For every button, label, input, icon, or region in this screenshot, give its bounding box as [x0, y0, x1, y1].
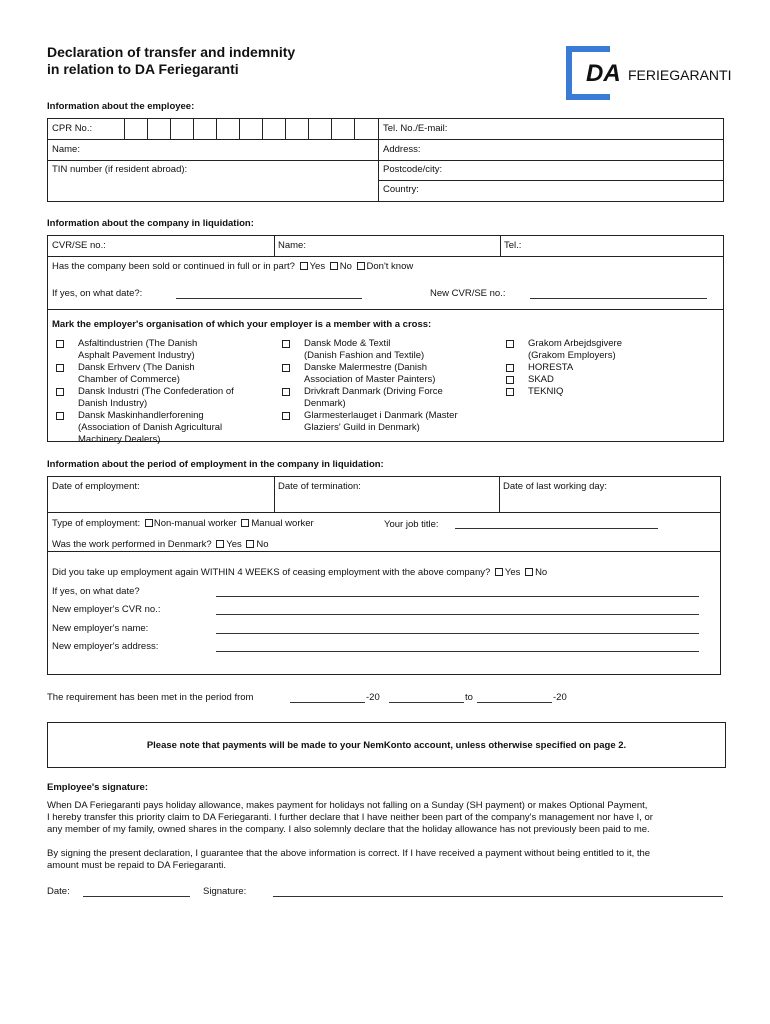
period-type-table — [47, 512, 721, 552]
org-horesta: HORESTA — [528, 362, 708, 374]
non-manual-checkbox[interactable] — [145, 519, 153, 527]
title-line-1: Declaration of transfer and indemnity — [47, 44, 296, 60]
requirement-suffix-1: -20 — [366, 692, 380, 703]
type-label: Type of employment: — [52, 518, 141, 529]
country-label: Country: — [383, 184, 419, 195]
org-skad-checkbox[interactable] — [506, 376, 514, 384]
requirement-from-field[interactable] — [290, 702, 365, 703]
job-title-label: Your job title: — [384, 519, 439, 530]
within-row — [52, 567, 547, 578]
employee-table — [47, 118, 724, 202]
title-line-2: in relation to DA Feriegaranti — [47, 61, 239, 77]
postcode-label: Postcode/city: — [383, 164, 443, 175]
requirement-suffix-2: -20 — [553, 692, 567, 703]
da-feriegaranti-logo — [564, 44, 732, 102]
org-dansk-maskinhandler: Dansk Maskinhandlerforening (Association of Danish Agricultural Machinery Dealers) — [78, 410, 268, 446]
new-employer-name-field[interactable] — [216, 633, 699, 634]
signature-heading: Employee's signature: — [47, 782, 148, 793]
job-title-field[interactable] — [455, 528, 658, 529]
nemkonto-note-text: Please note that payments will be made to your NemKonto account, unless otherwise specified on page 2. — [146, 739, 627, 751]
denmark-no-label: No — [256, 539, 269, 550]
company-table — [47, 235, 724, 445]
new-employer-address-label: New employer's address: — [52, 641, 159, 652]
org-asfalt: Asfaltindustrien (The Danish Asphalt Pavement Industry) — [78, 338, 268, 362]
date-termination-label: Date of termination: — [278, 481, 361, 492]
org-dansk-mode: Dansk Mode & Textil (Danish Fashion and Textile) — [304, 338, 504, 362]
new-employer-address-field[interactable] — [216, 651, 699, 652]
org-grakom-checkbox[interactable] — [506, 340, 514, 348]
sold-yes-label: Yes — [309, 261, 326, 272]
last-working-day-label: Date of last working day: — [503, 481, 608, 492]
manual-checkbox[interactable] — [241, 519, 249, 527]
organisation-heading: Mark the employer's organisation of which your employer is a member with a cross: — [52, 319, 432, 330]
within-no-checkbox[interactable] — [525, 568, 533, 576]
within-no-label: No — [535, 567, 548, 578]
tel-label: Tel. No./E-mail: — [383, 123, 448, 134]
denmark-no-checkbox[interactable] — [246, 540, 254, 548]
manual-label: Manual worker — [251, 518, 314, 529]
requirement-to: to — [465, 692, 473, 703]
declaration-paragraph-2: By signing the present declaration, I guarantee that the above information is correct. If I have received a payment without being entitled to it, the amount must be repaid to DA Feriegaranti. — [47, 848, 651, 871]
requirement-to-day-field[interactable] — [389, 702, 464, 703]
sold-no-checkbox[interactable] — [330, 262, 338, 270]
company-heading: Information about the company in liquidation: — [47, 218, 254, 229]
sold-date-field[interactable] — [176, 298, 362, 299]
new-employer-name-label: New employer's name: — [52, 623, 149, 634]
org-drivkraft-checkbox[interactable] — [282, 388, 290, 396]
org-tekniq: TEKNIQ — [528, 386, 708, 398]
date-field[interactable] — [83, 896, 190, 897]
date-employment-label: Date of employment: — [52, 481, 140, 492]
if-yes-date-label: If yes, on what date? — [52, 586, 140, 597]
new-employer-cvr-label: New employer's CVR no.: — [52, 604, 161, 615]
company-tel-label: Tel.: — [504, 240, 522, 251]
denmark-yes-label: Yes — [226, 539, 242, 550]
org-skad: SKAD — [528, 374, 708, 386]
period-dates-table — [47, 476, 721, 513]
sold-dontknow-checkbox[interactable] — [357, 262, 365, 270]
cvr-label: CVR/SE no.: — [52, 240, 106, 251]
within-yes-checkbox[interactable] — [495, 568, 503, 576]
signature-label: Signature: — [203, 886, 247, 897]
logo-da: DA — [586, 60, 621, 87]
date-label: Date: — [47, 886, 70, 897]
document-title — [47, 44, 295, 78]
new-employer-cvr-field[interactable] — [216, 614, 699, 615]
cpr-input[interactable] — [125, 120, 378, 138]
company-name-label: Name: — [278, 240, 306, 251]
sold-date-label: If yes, on what date?: — [52, 288, 143, 299]
new-employment-table — [47, 551, 721, 675]
org-dansk-industri-checkbox[interactable] — [56, 388, 64, 396]
org-danske-malermestre-checkbox[interactable] — [282, 364, 290, 372]
org-drivkraft: Drivkraft Danmark (Driving Force Denmark) — [304, 386, 504, 410]
sold-question-row — [52, 261, 413, 272]
org-asfalt-checkbox[interactable] — [56, 340, 64, 348]
declaration-paragraph-1: When DA Feriegaranti pays holiday allowance, makes payment for holidays not falling on a Sunday (SH payment) or makes Optional Payment, I hereby transfer this priority claim to DA Feriegaranti. I further declare that I have neither been part of the company's management nor have I, or any member of my family, owned shares in the company. I also solemnly declare that the holiday allowance has not previously been paid to me. — [47, 800, 653, 835]
org-tekniq-checkbox[interactable] — [506, 388, 514, 396]
org-danske-malermestre: Danske Malermestre (Danish Association of Master Painters) — [304, 362, 504, 386]
denmark-yes-checkbox[interactable] — [216, 540, 224, 548]
employment-type-row — [52, 518, 314, 529]
org-glarmesterlauget-checkbox[interactable] — [282, 412, 290, 420]
new-cvr-field[interactable] — [530, 298, 707, 299]
tin-label: TIN number (if resident abroad): — [52, 164, 188, 175]
if-yes-date-field[interactable] — [216, 596, 699, 597]
sold-yes-checkbox[interactable] — [300, 262, 308, 270]
period-heading: Information about the period of employment in the company in liquidation: — [47, 459, 384, 470]
org-dansk-erhverv-checkbox[interactable] — [56, 364, 64, 372]
org-grakom: Grakom Arbejdsgivere (Grakom Employers) — [528, 338, 708, 362]
requirement-text: The requirement has been met in the period from — [47, 692, 254, 703]
address-label: Address: — [383, 144, 421, 155]
denmark-row — [52, 539, 269, 550]
within-yes-label: Yes — [504, 567, 521, 578]
employee-heading: Information about the employee: — [47, 101, 195, 112]
sold-dontknow-label: Don't know — [366, 261, 414, 272]
org-dansk-maskinhandler-checkbox[interactable] — [56, 412, 64, 420]
name-label: Name: — [52, 144, 80, 155]
nemkonto-note — [47, 722, 726, 768]
denmark-question: Was the work performed in Denmark? — [52, 539, 212, 550]
org-glarmesterlauget: Glarmesterlauget i Danmark (Master Glaziers' Guild in Denmark) — [304, 410, 504, 434]
sold-no-label: No — [339, 261, 352, 272]
logo-text: FERIEGARANTI — [628, 67, 732, 83]
signature-field[interactable] — [273, 896, 723, 897]
within-question: Did you take up employment again WITHIN 4 WEEKS of ceasing employment with the above company? — [52, 567, 491, 578]
org-dansk-industri: Dansk Industri (The Confederation of Danish Industry) — [78, 386, 268, 410]
cpr-label: CPR No.: — [52, 123, 93, 134]
sold-question: Has the company been sold or continued in full or in part? — [52, 261, 295, 272]
org-dansk-erhverv: Dansk Erhverv (The Danish Chamber of Commerce) — [78, 362, 268, 386]
new-cvr-label: New CVR/SE no.: — [430, 288, 506, 299]
org-dansk-mode-checkbox[interactable] — [282, 340, 290, 348]
non-manual-label: Non-manual worker — [153, 518, 237, 529]
requirement-to-field[interactable] — [477, 702, 552, 703]
org-horesta-checkbox[interactable] — [506, 364, 514, 372]
